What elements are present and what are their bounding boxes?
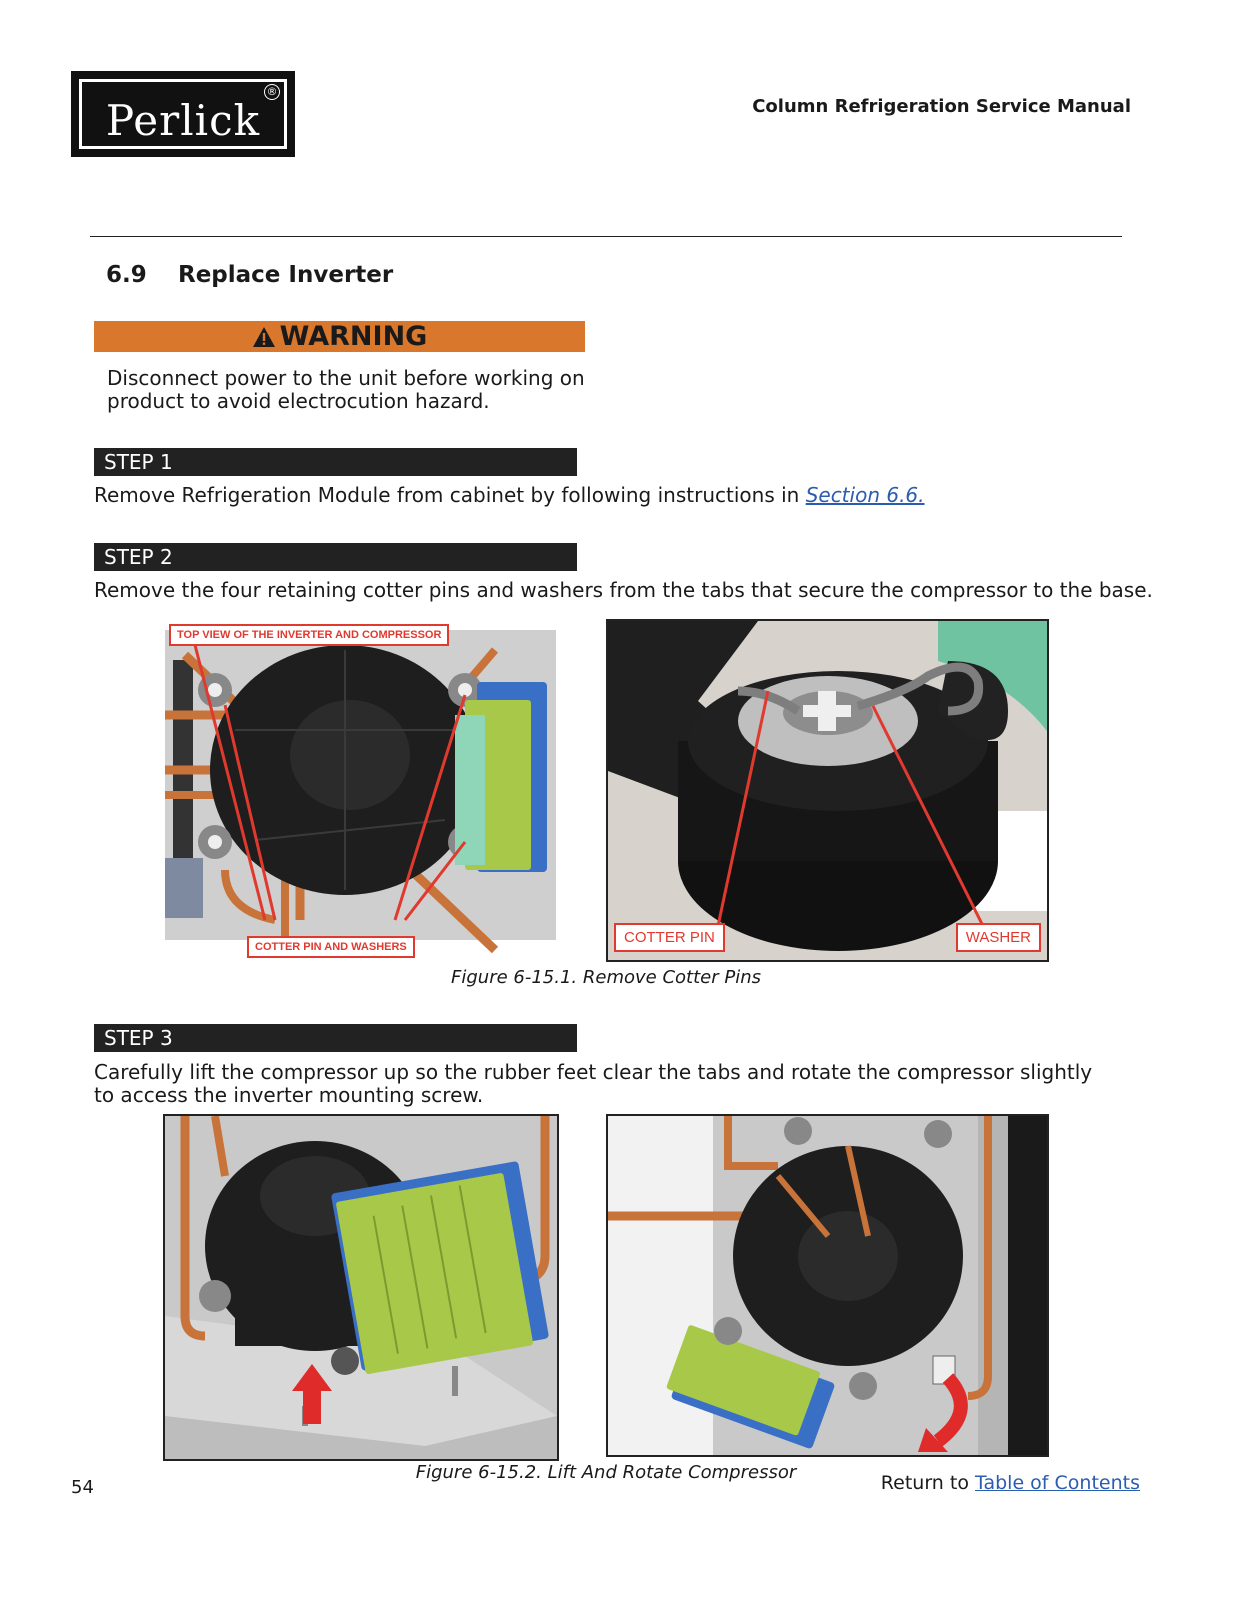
section-title: Replace Inverter bbox=[178, 262, 394, 288]
step-2-bar: STEP 2 bbox=[94, 543, 577, 571]
top-view-label: TOP VIEW OF THE INVERTER AND COMPRESSOR bbox=[169, 624, 449, 646]
step-1-bar: STEP 1 bbox=[94, 448, 577, 476]
figure-2-lift-view bbox=[163, 1114, 559, 1461]
figure-2-caption: Figure 6-15.2. Lift And Rotate Compressor bbox=[415, 1462, 797, 1483]
section-heading bbox=[106, 262, 393, 288]
perlick-logo bbox=[71, 71, 295, 157]
cotter-pin-closeup-illustration bbox=[608, 621, 1047, 960]
figure-2-rotate-view bbox=[606, 1114, 1049, 1457]
registered-mark: ® bbox=[264, 84, 280, 100]
washer-label: WASHER bbox=[956, 923, 1041, 952]
warning-triangle-icon bbox=[252, 326, 276, 348]
page-number: 54 bbox=[71, 1477, 94, 1498]
figure-1-top-view bbox=[165, 620, 556, 964]
lift-compressor-illustration bbox=[165, 1116, 557, 1459]
step-3-text: Carefully lift the compressor up so the rubber feet clear the tabs and rotate the compressor slightly to access the inverter mounting screw. bbox=[94, 1060, 1093, 1107]
header-divider bbox=[90, 236, 1122, 237]
logo-text: Perlick bbox=[105, 96, 261, 145]
figure-1-caption: Figure 6-15.1. Remove Cotter Pins bbox=[451, 967, 761, 988]
rotate-compressor-illustration bbox=[608, 1116, 1047, 1455]
cotter-pin-label: COTTER PIN bbox=[614, 923, 725, 952]
compressor-top-view-illustration bbox=[165, 620, 556, 964]
step-2-text: Remove the four retaining cotter pins and washers from the tabs that secure the compressor to the base. bbox=[94, 578, 1153, 602]
step-3-bar: STEP 3 bbox=[94, 1024, 577, 1052]
section-number: 6.9 bbox=[106, 262, 147, 288]
warning-text: Disconnect power to the unit before working on product to avoid electrocution hazard. bbox=[107, 366, 585, 413]
figure-1-cotter-pin-closeup bbox=[606, 619, 1049, 962]
return-text: Return to bbox=[880, 1472, 975, 1494]
manual-title: Column Refrigeration Service Manual bbox=[752, 96, 1131, 117]
section-6-6-link[interactable]: Section 6.6. bbox=[805, 483, 925, 507]
cotter-pin-and-washers-label: COTTER PIN AND WASHERS bbox=[247, 936, 415, 958]
table-of-contents-link[interactable]: Table of Contents bbox=[975, 1472, 1140, 1494]
return-to-toc bbox=[881, 1472, 1140, 1494]
step-1-text-body: Remove Refrigeration Module from cabinet by following instructions in bbox=[94, 483, 806, 507]
warning-label: WARNING bbox=[279, 321, 428, 352]
logo-frame bbox=[79, 79, 287, 149]
warning-banner bbox=[94, 321, 585, 352]
step-1-text bbox=[94, 484, 1154, 507]
